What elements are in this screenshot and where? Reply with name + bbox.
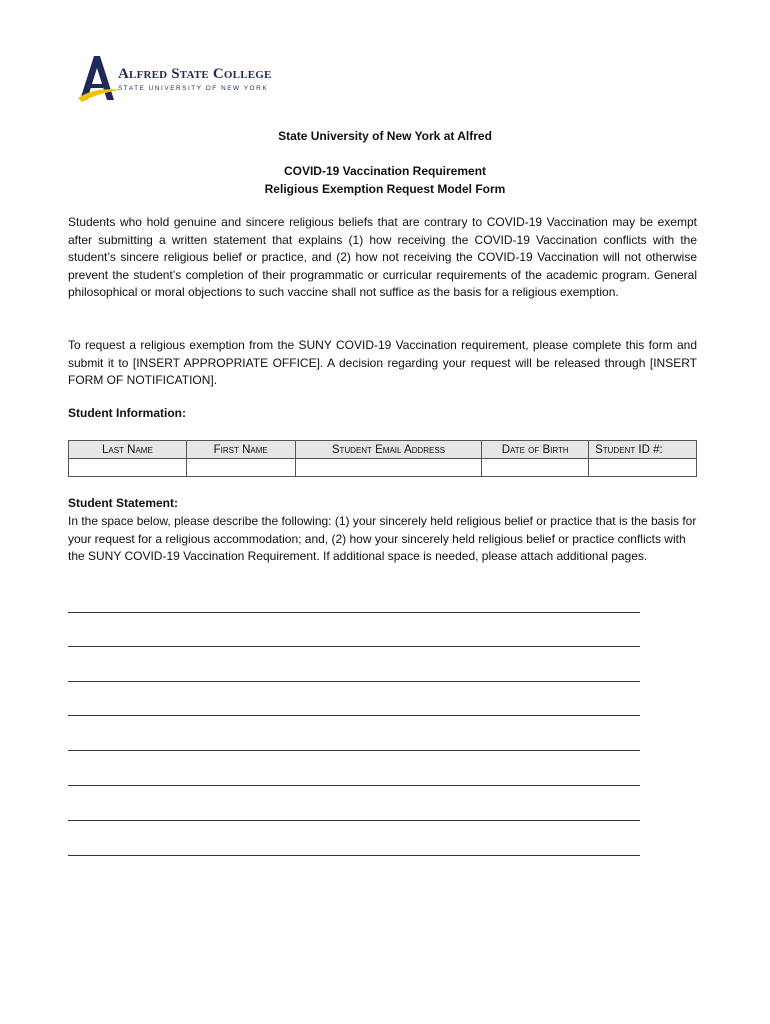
statement-line-1[interactable] [68,612,640,613]
statement-line-3[interactable] [68,681,640,682]
statement-line-7[interactable] [68,820,640,821]
statement-line-4[interactable] [68,715,640,716]
date-of-birth-field[interactable] [482,459,589,477]
statement-line-2[interactable] [68,646,640,647]
institution-name: State University of New York at Alfred [278,129,492,143]
email-field[interactable] [295,459,482,477]
instructions-paragraph: To request a religious exemption from the SUNY COVID-19 Vaccination requirement, please complete this form and submit it to [INSERT APPROPRIATE OFFICE]. A decision regarding your request will be released through [INSERT FORM OF NOTIFICATION]. [68,338,697,387]
student-information-heading: Student Information: [68,406,186,420]
student-id-field[interactable] [589,459,697,477]
student-statement-instructions: In the space below, please describe the following: (1) your sincerely held religious belief or practice that is the basis for your request for a religious accommodation; and, (2) how your sincerely held religious belief or practice conflicts with the SUNY COVID-19 Vaccination Requirement. If additional space is needed, please attach additional pages. [68,514,697,563]
column-header-first-name: First Name [186,441,295,459]
alfred-a-emblem-icon [76,54,120,104]
column-header-last-name: Last Name [69,441,187,459]
table-row [69,459,697,477]
student-statement-heading: Student Statement: [68,496,179,510]
intro-paragraph: Students who hold genuine and sincere religious beliefs that are contrary to COVID-19 Vaccination may be exempt after submitting a written statement that explains (1) how receiving the COVID-19 Vaccination conflicts with the student’s sincere religious belief or practice, and (2) how not receiving the COVID-19 Vaccination will not otherwise prevent the student’s completion of their programmatic or curricular requirements of the academic program. General philosophical or moral objections to such vaccine shall not suffice as the basis for a religious exemption. [68,215,697,299]
form-title-line-2: Religious Exemption Request Model Form [264,182,506,196]
statement-line-8[interactable] [68,855,640,856]
column-header-student-id: Student ID #: [589,441,697,459]
column-header-email: Student Email Address [295,441,482,459]
last-name-field[interactable] [69,459,187,477]
column-header-date-of-birth: Date of Birth [482,441,589,459]
form-title-line-1: COVID-19 Vaccination Requirement [283,164,487,178]
logo-subtitle: STATE UNIVERSITY OF NEW YORK [118,85,269,92]
logo-college-name: Alfred State College [118,66,272,82]
alfred-state-logo [76,54,286,104]
student-information-table [68,440,697,477]
table-header-row [69,441,697,459]
statement-line-6[interactable] [68,785,640,786]
first-name-field[interactable] [186,459,295,477]
statement-line-5[interactable] [68,750,640,751]
